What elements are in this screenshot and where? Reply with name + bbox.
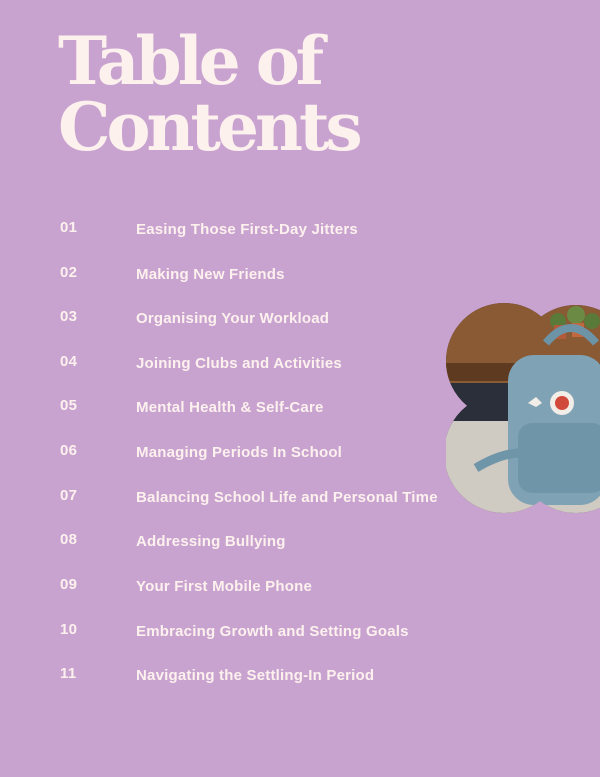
toc-label: Your First Mobile Phone <box>136 578 312 595</box>
toc-number: 10 <box>60 621 78 638</box>
backpack-photo <box>446 303 600 513</box>
toc-number: 11 <box>60 665 77 682</box>
toc-number: 01 <box>60 219 78 236</box>
toc-label: Balancing School Life and Personal Time <box>136 489 438 506</box>
toc-label: Making New Friends <box>136 266 285 283</box>
toc-label: Addressing Bullying <box>136 533 286 550</box>
toc-number: 09 <box>60 576 78 593</box>
title-line-2: Contents <box>58 88 359 166</box>
toc-number: 05 <box>60 397 78 414</box>
page-title <box>58 22 359 166</box>
toc-label: Joining Clubs and Activities <box>136 355 342 372</box>
toc-number: 06 <box>60 442 78 459</box>
toc-label: Managing Periods In School <box>136 444 343 461</box>
toc-label: Mental Health & Self-Care <box>136 399 324 416</box>
toc-label: Embracing Growth and Setting Goals <box>136 623 409 640</box>
toc-number: 02 <box>60 264 78 281</box>
toc-number: 08 <box>60 531 78 548</box>
toc-number: 03 <box>60 308 78 325</box>
title-line-1: Table of <box>58 22 321 100</box>
toc-number: 04 <box>60 353 78 370</box>
toc-label: Navigating the Settling-In Period <box>136 667 375 684</box>
toc-label: Organising Your Workload <box>136 310 330 327</box>
toc-label: Easing Those First-Day Jitters <box>136 221 358 238</box>
toc-number: 07 <box>60 487 78 504</box>
